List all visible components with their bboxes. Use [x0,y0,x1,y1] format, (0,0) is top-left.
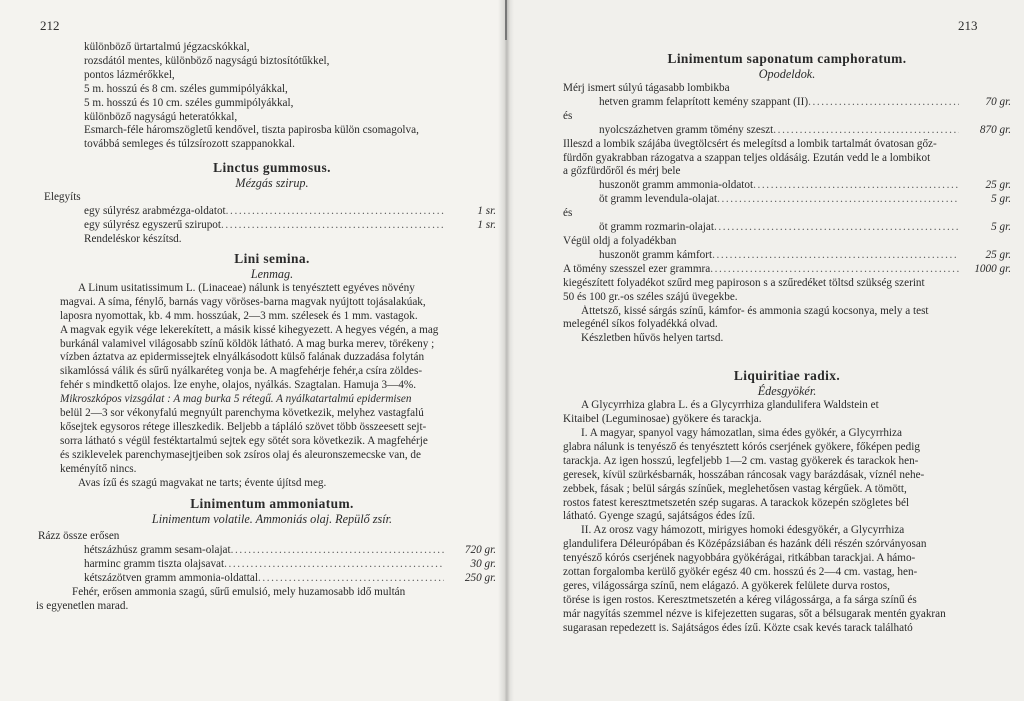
recipe-item-label: egy súlyrész egyszerű szirupot [84,219,222,232]
text-line: A magvak egyik vége lekerekített, a másik kissé kihegyezett. A hegyes végén, a mag [60,323,439,336]
left-column [36,41,496,614]
section-subtitle-lini: Lenmag. [250,266,294,281]
section-subtitle-saponatum: Opodeldok. [758,67,816,81]
text-line: Fehér, erősen ammonia szagú, sűrű emulsió, mely huzamosabb idő multán [72,586,406,599]
list-item: továbbá semleges és túlzsírozott szappanokkal. [84,138,295,151]
text-line: zebbek, fásak ; belül sárgás színűek, meglehetősen vastag kérgűek. A tömött, [563,482,907,495]
list-item: rozsdától mentes, különböző nagyságú biztosítótűkkel, [84,54,330,67]
text-line: a gőzfürdőről és mérj bele [563,165,681,178]
text-line: geres, világossárga színű, nem elágazó. A gyökerek felülete durva rostos, [563,580,890,592]
section-title-lini: Lini semina. [234,250,310,266]
recipe-item-label: egy súlyrész arabmézga-oldatot [84,205,226,218]
recipe-item [84,219,496,233]
recipe-item-label: hetven gramm felaprított kemény szappant (II) [599,95,809,108]
recipe-item [84,558,496,572]
recipe-item-value: 1 sr. [477,219,496,232]
recipe-intro: Elegyíts [44,191,81,204]
recipe-item-label: huszonöt gramm ammonia-oldatot [599,179,754,192]
text-line: már nagyítás szemmel nézve is kifejezetten sugaras, sőt a bélsugarak mentén gyakran [563,607,946,620]
section-title-linctus: Linctus gummosus. [213,160,331,176]
text-line: is egyenetlen marad. [36,600,129,612]
text-line: és sziklevelek parenchymasejtjeiben sok zsíros olaj és aleuronszemecske van, de [60,448,421,461]
recipe-item-value: 1 sr. [477,205,496,218]
text-line: sikamlóssá válik és sűrű nyálkaréteg vonja be. A magfehérje fehér,a csíra zöldes- [60,365,423,378]
right-column [563,46,1011,636]
text-line: kősejtek egysoros rétege illeszkedik. Beljebb a tápláló szövet több összeesett sejt- [60,420,427,433]
equipment-list [48,41,496,152]
recipe-item [599,249,1011,263]
recipe-item-value: 25 gr. [985,179,1011,192]
recipe-item-value: 5 gr. [991,221,1011,234]
list-item: Esmarch-féle háromszögletű kendővel, tiszta papirosba külön csomagolva, [84,124,419,137]
text-line: magvai. A síma, fénylő, barnás vagy vöröses-barna magvak nyújtott tojásalakúak, [60,295,426,308]
recipe-item-value: 5 gr. [991,193,1011,206]
recipe-item [84,572,496,586]
recipe-item [563,263,1011,277]
text-line: Mérj ismert súlyú tágasabb lombikba [563,82,730,94]
recipe-item-label: A tömény szesszel ezer grammra [563,262,711,275]
recipe-item-value: 70 gr. [985,95,1011,108]
text-line: tenyésző kórós cserjének nagyobbára gyökérágai, ritkábban tarackjai. A hámo- [563,552,916,565]
text-line: rostos fatest keresztmetszetén szép sugaras. A tarackok közepén szögletes bél [563,496,910,509]
recipe-item-value: 870 gr. [979,123,1011,136]
text-line: melegénél síkos folyadékká olvad. [563,318,718,331]
recipe-item-label: huszonöt gramm kámfort [599,248,713,261]
text-line: glabra nálunk is tenyésző és tenyésztett kórós cserjének gyökere, főképen pedig [563,440,920,453]
recipe-item-value: 250 gr. [464,572,496,585]
text-line: keményítő nincs. [60,462,137,475]
recipe-item-label: nyolcszázhetven gramm tömény szeszt [599,123,774,136]
text-line: tarackja. Az igen hosszú, legfeljebb 1—2 cm. vastag gyökerek és tarackok hen- [563,454,919,467]
recipe-item-label: öt gramm levendula-olajat [599,193,718,206]
text-line: belül 2—3 sor vékonyfalú megnyúlt parenchyma következik, melyhez vastagfalú [60,407,424,420]
text-line: A Glycyrrhiza glabra L. és a Glycyrrhiza glandulifera Waldstein et [581,399,879,412]
text-line: sorra látható s végül festéktartalmú sejtek egy sötét sora következik. A magfehérje [60,434,428,447]
text-line: és [563,109,573,122]
text-line: kiegészített folyadékot szűrd meg papiroson s a szűredéket töltsd szükség szerint [563,276,925,289]
list-item: különböző ürtartalmú jégzacskókkal, [84,41,250,53]
text-line: Mikroszkópos vizsgálat : A mag burka 5 rétegű. A nyálkatartalmú epidermisen [60,393,412,406]
text-line: Illeszd a lombik szájába üvegtölcsért és melegítsd a lombik tartalmát óvatosan gőz- [563,137,937,150]
text-line: II. Az orosz vagy hámozott, mirigyes homoki édesgyökér, a Glycyrrhiza [581,524,905,537]
text-line: látható. Gyenge szagú, sajátságos édes ízű. [563,510,755,523]
text-line: Áttetsző, kissé sárgás színű, kámfor- és ammonia szagú kocsonya, mely a test [581,304,929,317]
text-line: I. A magyar, spanyol vagy hámozatlan, sima édes gyökér, a Glycyrrhiza [581,427,902,440]
section-title-saponatum: Linimentum saponatum camphoratum. [667,51,907,66]
recipe-item [599,179,1011,193]
left-page [0,0,505,701]
section-title-liquiritiae: Liquiritiae radix. [733,368,841,384]
recipe-item-label: harminc gramm tiszta olajsavat [84,558,225,571]
text-line: fehér s mindkettő olajos. Íze enyhe, olajos, nyálkás. Szagtalan. Hamuja 3—4%. [60,379,417,392]
recipe-item-label: kétszázötven gramm ammonia-oldattal [84,572,258,585]
list-item: pontos lázmérőkkel, [84,68,175,81]
recipe-item [599,193,1011,207]
recipe-item [84,544,496,558]
page-number-left: 212 [40,18,60,33]
text-line: és [563,207,573,220]
recipe-item-value: 25 gr. [985,248,1011,261]
text-line: vízben áztatva az epidermissejtek elnyálkásodott külső falának duzzadása folytán [60,351,425,364]
text-line: sugarasan repedezett is. Sajátságos édes ízű. Közte csak kevés tarack található [563,621,913,634]
lini-paragraph [48,282,496,491]
recipe-closing: Rendeléskor készítsd. [84,232,182,245]
text-line: geresek, kívül szürkésbarnák, hosszában ráncosak vagy barázdásak, víznél nehe- [563,468,925,481]
text-line: törése is igen rostos. Keresztmetszetén a kéreg világossárga, a fa sárga színű és [563,593,917,606]
recipe-item [84,205,496,219]
page-number-right: 213 [958,18,978,33]
book-spine-mark [505,0,507,40]
list-item: 5 m. hosszú és 8 cm. széles gummipólyákkal, [84,82,288,95]
recipe-item-label: hétszázhúsz gramm sesam-olajat [84,544,231,557]
list-item: különböző nagyságú heteratókkal, [84,110,238,123]
text-line: Végül oldj a folyadékban [563,234,677,247]
recipe-item-value: 1000 gr. [974,262,1011,275]
text-line: Kitaibel (Leguminosae) gyökere és tarackja. [563,413,762,426]
book-gutter [498,0,514,701]
text-line: laposra nyomottak, kb. 4 mm. hosszúak, 2—3 mm. szélesek és 1 mm. vastagok. [60,309,418,322]
recipe-item-value: 720 gr. [464,544,496,557]
recipe-item [599,124,1011,138]
right-page [505,0,1024,701]
text-line: A Linum usitatissimum L. (Linaceae) nálunk is tenyésztett egyéves növény [78,281,415,294]
text-line: Készletben hűvös helyen tartsd. [581,332,724,345]
recipe-item [599,221,1011,235]
section-subtitle-linctus: Mézgás szirup. [235,176,309,191]
text-line: fürdőn gyakrabban rázogatva a szappan teljes oldásáig. Ezután vedd le a lombikot [563,151,931,164]
text-line: burkánál valamivel világosabb színű köldök látható. A mag burka merev, törékeny ; [60,337,435,350]
recipe-item-label: öt gramm rozmarin-olajat [599,221,714,234]
text-line: glandulifera Déleurópában és Középázsiában és hazánk déli részén szórványosan [563,538,927,551]
section-subtitle-liquiritiae: Édesgyökér. [757,384,817,399]
liquiritiae-paragraph [563,399,1011,635]
section-title-ammoniatum: Linimentum ammoniatum. [190,496,354,512]
recipe-item-value: 30 gr. [470,558,496,571]
recipe-item [599,96,1011,110]
recipe-intro: Rázz össze erősen [38,530,120,543]
text-line: zottan forgalomba kerülő gyökér egész 40 cm. hosszú és 2—4 cm. vastag, hen- [563,566,918,579]
text-line: 50 és 100 gr.-os széles szájú üvegekbe. [563,290,738,303]
section-subtitle-ammoniatum: Linimentum volatile. Ammoniás olaj. Repülő zsír. [151,512,393,527]
list-item: 5 m. hosszú és 10 cm. széles gummipólyákkal, [84,96,294,109]
text-line: Avas ízű és szagú magvakat ne tarts; évente újítsd meg. [78,476,327,489]
